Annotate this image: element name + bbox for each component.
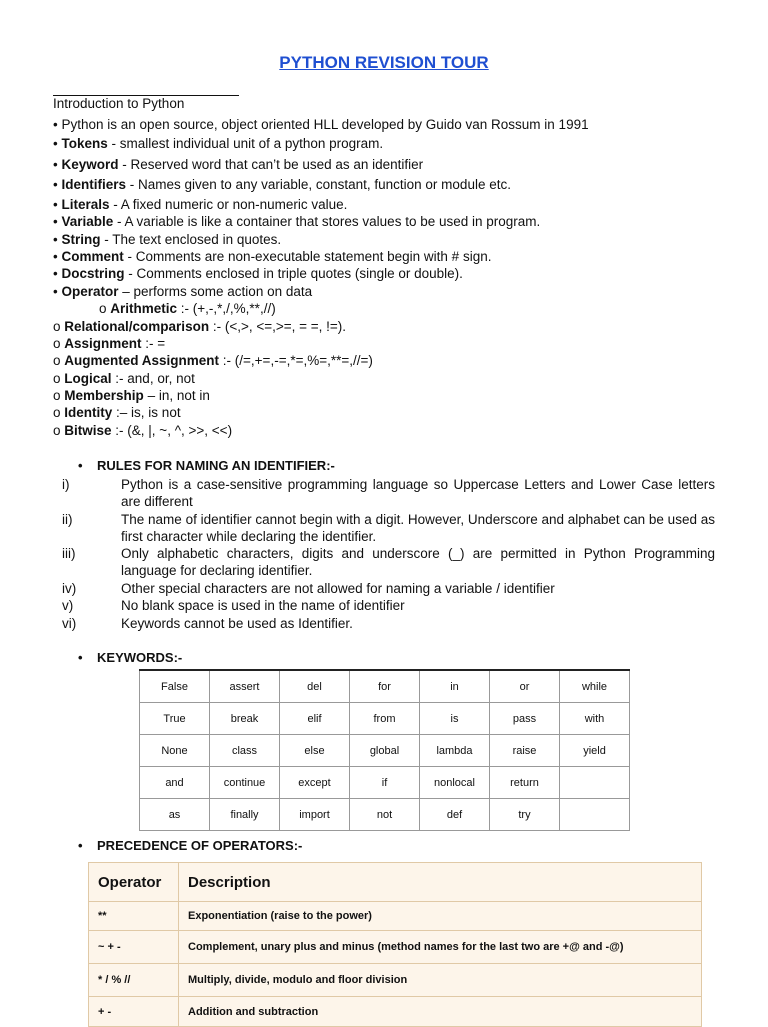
keyword-cell (560, 767, 630, 799)
bullet-item: • Variable - A variable is like a container that stores values to be used in program. (53, 214, 541, 229)
precedence-table (88, 862, 702, 1027)
keyword-cell: True (140, 703, 210, 735)
keyword-cell: for (350, 670, 420, 703)
bullet-item: • Comment - Comments are non-executable statement begin with # sign. (53, 249, 492, 264)
operator-item: o Relational/comparison :- (<,>, <=,>=, = =, !=). (53, 319, 347, 334)
bullet-item: • Python is an open source, object oriented HLL developed by Guido van Rossum in 1991 (53, 117, 589, 132)
rule-text: The name of identifier cannot begin with a digit. However, Underscore and alphabet can be used as first character while declaring the identifier. (121, 512, 715, 544)
keyword-cell: pass (490, 703, 560, 735)
rule-number: v) (62, 598, 74, 613)
description-cell: Complement, unary plus and minus (method names for the last two are +@ and -@) (179, 931, 702, 964)
keyword-cell: del (280, 670, 350, 703)
table-row (89, 902, 702, 931)
keyword-cell: while (560, 670, 630, 703)
keyword-cell: from (350, 703, 420, 735)
keyword-cell: global (350, 735, 420, 767)
table-row (89, 964, 702, 997)
keywords-table (139, 669, 630, 831)
description-cell: Exponentiation (raise to the power) (179, 902, 702, 931)
rule-text: No blank space is used in the name of identifier (121, 598, 405, 613)
keyword-cell: False (140, 670, 210, 703)
keyword-cell: if (350, 767, 420, 799)
keyword-cell: def (420, 799, 490, 831)
rule-number: i) (62, 477, 70, 492)
operator-item: o Identity :– is, is not (53, 405, 181, 420)
operator-item: o Augmented Assignment :- (/=,+=,-=,*=,%=,**=,//=) (53, 353, 373, 368)
column-header: Description (179, 863, 702, 902)
bullet-item: • String - The text enclosed in quotes. (53, 232, 282, 247)
keyword-cell: except (280, 767, 350, 799)
keyword-cell: elif (280, 703, 350, 735)
keyword-cell: is (420, 703, 490, 735)
page-title: PYTHON REVISION TOUR (279, 53, 489, 72)
rule-number: iii) (62, 546, 76, 561)
table-header-row (89, 863, 702, 902)
keyword-cell: not (350, 799, 420, 831)
operator-cell: ** (89, 902, 179, 931)
keyword-cell: try (490, 799, 560, 831)
keywords-heading: • KEYWORDS:- (78, 650, 183, 665)
keyword-cell: else (280, 735, 350, 767)
keyword-cell: import (280, 799, 350, 831)
keyword-cell: return (490, 767, 560, 799)
table-row (89, 997, 702, 1027)
bullet-item: • Tokens - smallest individual unit of a python program. (53, 136, 384, 151)
rule-text: Other special characters are not allowed for naming a variable / identifier (121, 581, 555, 596)
keyword-row (140, 703, 630, 735)
column-header: Operator (89, 863, 179, 902)
table-row (89, 931, 702, 964)
rule-text: Keywords cannot be used as Identifier. (121, 616, 353, 631)
keyword-row (140, 799, 630, 831)
precedence-heading: • PRECEDENCE OF OPERATORS:- (78, 838, 303, 853)
bullet-item: • Literals - A fixed numeric or non-numeric value. (53, 197, 348, 212)
keyword-cell: raise (490, 735, 560, 767)
operator-cell: + - (89, 997, 179, 1027)
rule-number: ii) (62, 512, 73, 527)
rule-number: vi) (62, 616, 77, 631)
operator-item: o Membership – in, not in (53, 388, 210, 403)
rules-heading: • RULES FOR NAMING AN IDENTIFIER:- (78, 458, 335, 473)
bullet-item: • Docstring - Comments enclosed in triple quotes (single or double). (53, 266, 463, 281)
rule-text: Python is a case-sensitive programming language so Uppercase Letters and Lower Case letters are different (121, 477, 715, 509)
operator-item: o Arithmetic :- (+,-,*,/,%,**,//) (99, 301, 276, 316)
bullet-item: • Keyword - Reserved word that can’t be used as an identifier (53, 157, 424, 172)
keyword-cell: continue (210, 767, 280, 799)
keyword-cell: None (140, 735, 210, 767)
keyword-cell: break (210, 703, 280, 735)
keyword-cell: and (140, 767, 210, 799)
keyword-cell: nonlocal (420, 767, 490, 799)
operator-cell: * / % // (89, 964, 179, 997)
intro-heading: Introduction to Python (53, 96, 185, 111)
keyword-cell: yield (560, 735, 630, 767)
keyword-cell: with (560, 703, 630, 735)
keyword-cell: or (490, 670, 560, 703)
operator-cell: ~ + - (89, 931, 179, 964)
bullet-item: • Operator – performs some action on data (53, 284, 313, 299)
keyword-row (140, 670, 630, 703)
keyword-row (140, 735, 630, 767)
description-cell: Addition and subtraction (179, 997, 702, 1027)
operator-item: o Logical :- and, or, not (53, 371, 195, 386)
keyword-cell: as (140, 799, 210, 831)
keyword-cell: in (420, 670, 490, 703)
rule-text: Only alphabetic characters, digits and underscore (_) are permitted in Python Programming language for declaring identifier. (121, 546, 715, 578)
keyword-cell: finally (210, 799, 280, 831)
rule-number: iv) (62, 581, 77, 596)
keyword-cell: assert (210, 670, 280, 703)
bullet-item: • Identifiers - Names given to any variable, constant, function or module etc. (53, 177, 511, 192)
keyword-cell: lambda (420, 735, 490, 767)
operator-item: o Assignment :- = (53, 336, 166, 351)
keyword-cell (560, 799, 630, 831)
keyword-cell: class (210, 735, 280, 767)
keyword-row (140, 767, 630, 799)
description-cell: Multiply, divide, modulo and floor division (179, 964, 702, 997)
operator-item: o Bitwise :- (&, |, ~, ^, >>, <<) (53, 423, 233, 438)
